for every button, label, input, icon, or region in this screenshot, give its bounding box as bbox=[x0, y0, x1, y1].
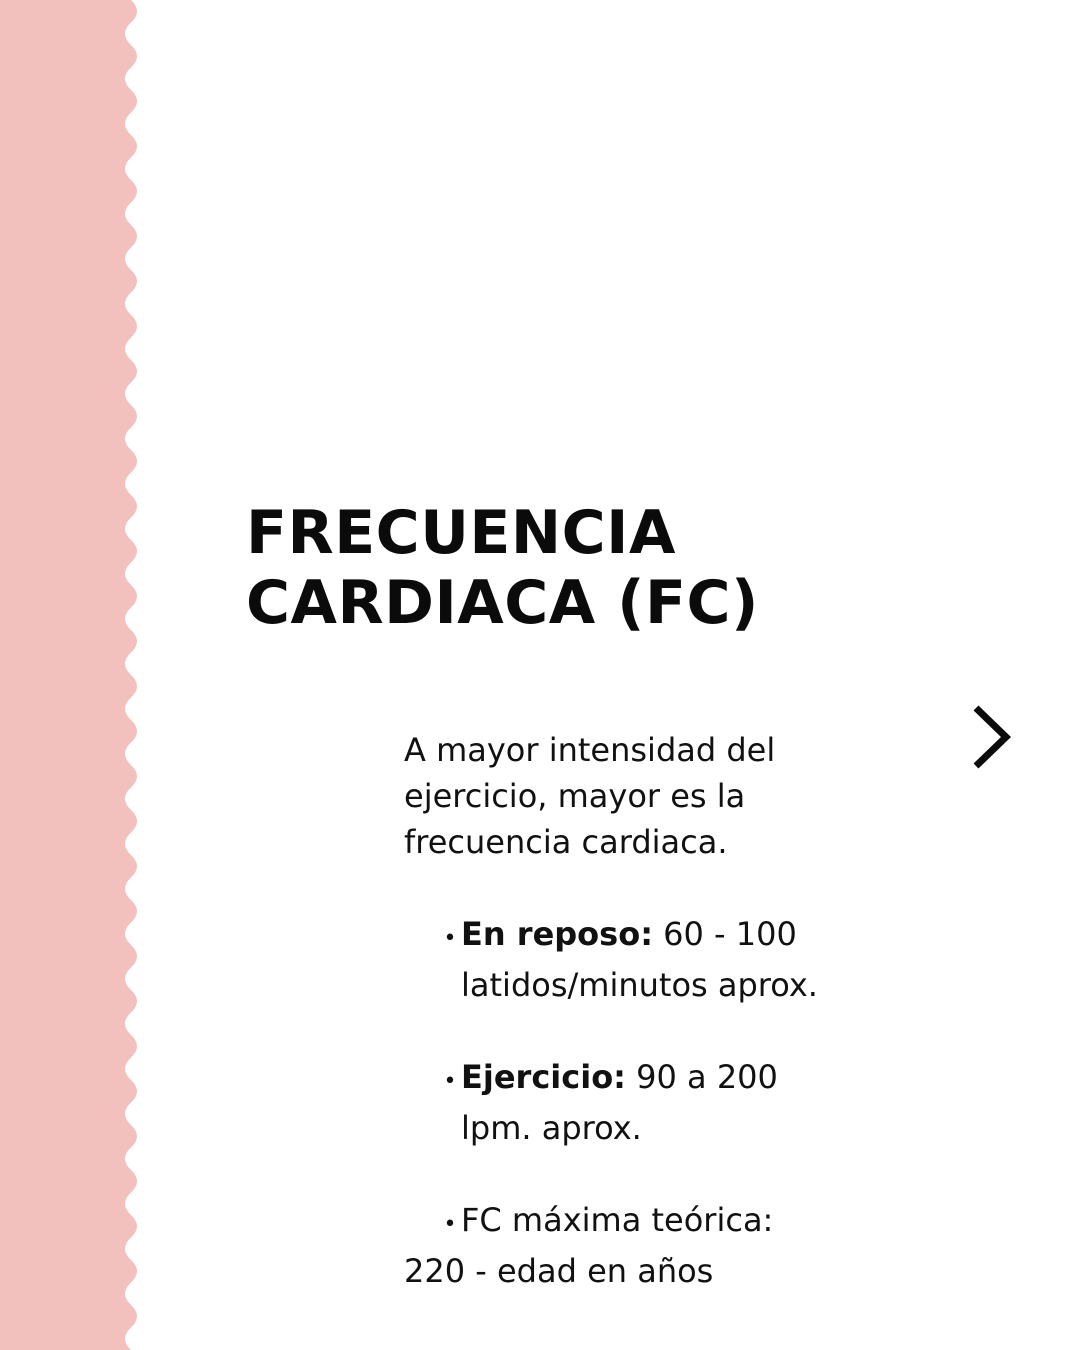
intro-line-2: ejercicio, mayor es la bbox=[404, 777, 746, 815]
title-line-1: FRECUENCIA bbox=[246, 498, 676, 568]
item-text: FC máxima teórica: bbox=[461, 1201, 774, 1239]
item-continuation: lpm. aprox. bbox=[461, 1109, 642, 1147]
intro-paragraph bbox=[404, 727, 874, 865]
item-value: 60 - 100 bbox=[652, 915, 797, 953]
wavy-side-band bbox=[0, 0, 150, 1350]
bullet-icon: • bbox=[443, 1069, 457, 1094]
page-title bbox=[246, 498, 759, 638]
item-continuation: 220 - edad en años bbox=[404, 1252, 714, 1290]
intro-line-1: A mayor intensidad del bbox=[404, 731, 776, 769]
item-label: Ejercicio: bbox=[461, 1058, 626, 1096]
intro-line-3: frecuencia cardiaca. bbox=[404, 823, 728, 861]
item-label: En reposo: bbox=[461, 915, 653, 953]
wavy-band-shape bbox=[0, 0, 137, 1350]
title-line-2: CARDIACA (FC) bbox=[246, 568, 759, 638]
chevron-right-icon bbox=[960, 700, 1024, 774]
list-item-reposo bbox=[404, 911, 874, 1008]
bullet-icon: • bbox=[443, 1212, 457, 1237]
content-block bbox=[404, 727, 874, 1294]
item-continuation: latidos/minutos aprox. bbox=[461, 966, 818, 1004]
item-value: 90 a 200 bbox=[625, 1058, 778, 1096]
list-item-ejercicio bbox=[404, 1054, 874, 1151]
list-item-fc-maxima bbox=[404, 1197, 874, 1294]
next-slide-button[interactable] bbox=[960, 700, 1024, 774]
bullet-icon: • bbox=[443, 926, 457, 951]
